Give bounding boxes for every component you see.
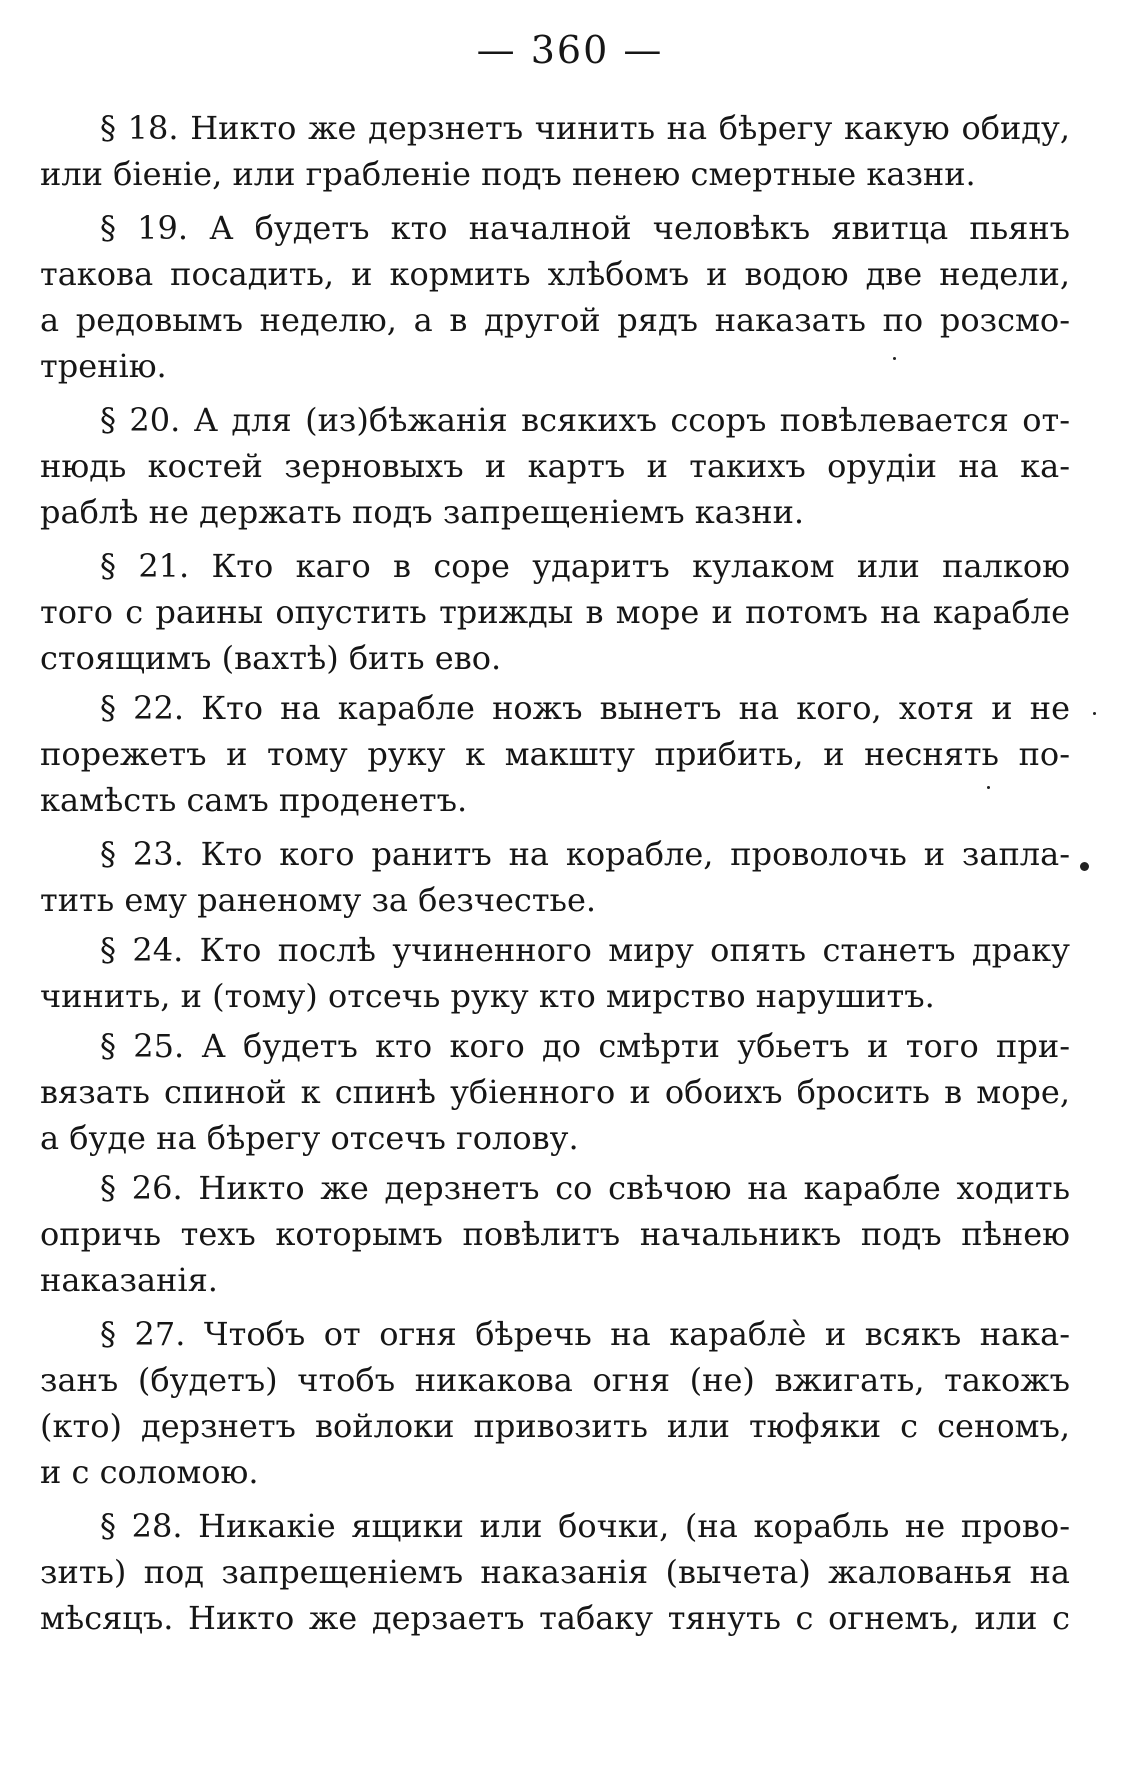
text-line: § 25. А будетъ кто кого до смѣрти убьетъ и того при- (100, 1027, 1070, 1065)
paragraph-18 (40, 105, 1070, 197)
paragraph-23 (40, 831, 1070, 923)
paragraph-20 (40, 397, 1070, 535)
ink-speck (1093, 712, 1096, 715)
ink-speck (893, 357, 896, 360)
text-line: раблѣ не держать подъ запрещеніемъ казни. (40, 493, 805, 531)
text-line: § 28. Никакіе ящики или бочки, (на корабль не прово- (100, 1507, 1070, 1545)
text-line: стоящимъ (вахтѣ) бить ево. (40, 639, 502, 677)
text-line: или біеніе, или грабленіе подъ пенею смертные казни. (40, 155, 976, 193)
paragraph-24 (40, 927, 1070, 1019)
text-line: наказанія. (40, 1261, 218, 1299)
text-line: § 21. Кто каго в соре ударитъ кулаком или палкою (100, 547, 1070, 585)
text-line: § 27. Чтобъ от огня бѣречь на караблѐ и всякъ нака- (100, 1315, 1070, 1353)
text-line: камѣсть самъ проденетъ. (40, 781, 468, 819)
ink-speck (1080, 862, 1089, 871)
paragraph-27 (40, 1311, 1070, 1495)
text-line: и с соломою. (40, 1453, 259, 1491)
text-line: мѣсяцъ. Никто же дерзаетъ табаку тянуть с огнемъ, или с (40, 1599, 1070, 1637)
paragraph-22 (40, 685, 1070, 823)
page-number: — 360 — (476, 28, 664, 72)
text-line: а редовымъ неделю, а в другой рядъ наказать по розсмо- (40, 301, 1070, 339)
paragraph-28 (40, 1503, 1070, 1641)
text-line: § 26. Никто же дерзнетъ со свѣчою на карабле ходить (100, 1169, 1070, 1207)
paragraph-21 (40, 543, 1070, 681)
text-line: тренію. (40, 347, 167, 385)
text-line: § 24. Кто послѣ учиненного миру опять станетъ драку (100, 931, 1070, 969)
paragraph-26 (40, 1165, 1070, 1303)
text-line: нюдь костей зерновыхъ и картъ и такихъ орудіи на ка- (40, 447, 1070, 485)
text-line: такова посадить, и кормить хлѣбомъ и водою две недели, (40, 255, 1070, 293)
text-line: зить) под запрещеніемъ наказанія (вычета) жалованья на (40, 1553, 1070, 1591)
text-line: § 18. Никто же дерзнетъ чинить на бѣрегу какую обиду, (100, 109, 1070, 147)
text-line: чинить, и (тому) отсечь руку кто мирство нарушитъ. (40, 977, 935, 1015)
paragraph-19 (40, 205, 1070, 389)
text-line: того с раины опустить трижды в море и потомъ на карабле (40, 593, 1070, 631)
text-line: (кто) дерзнетъ войлоки привозить или тюфяки с сеномъ, (40, 1407, 1070, 1445)
text-line: § 22. Кто на карабле ножъ вынетъ на кого, хотя и не (100, 689, 1070, 727)
page-body (40, 105, 1070, 1641)
text-line: порежетъ и тому руку к макшту прибить, и неснять по- (40, 735, 1070, 773)
text-line: а буде на бѣрегу отсечъ голову. (40, 1119, 579, 1157)
text-line: тить ему раненому за безчестье. (40, 881, 597, 919)
text-line: § 20. А для (из)бѣжанія всякихъ ссоръ повѣлевается от- (100, 401, 1070, 439)
text-line: § 19. А будетъ кто началной человѣкъ явитца пьянъ (100, 209, 1070, 247)
text-line: занъ (будетъ) чтобъ никакова огня (не) вжигать, такожъ (40, 1361, 1070, 1399)
paragraph-25 (40, 1023, 1070, 1161)
text-line: вязать спиной к спинѣ убіенного и обоихъ бросить в море, (40, 1073, 1070, 1111)
text-line: опричь техъ которымъ повѣлитъ начальникъ подъ пѣнею (40, 1215, 1070, 1253)
ink-speck (987, 786, 990, 789)
text-line: § 23. Кто кого ранитъ на корабле, проволочь и запла- (100, 835, 1070, 873)
